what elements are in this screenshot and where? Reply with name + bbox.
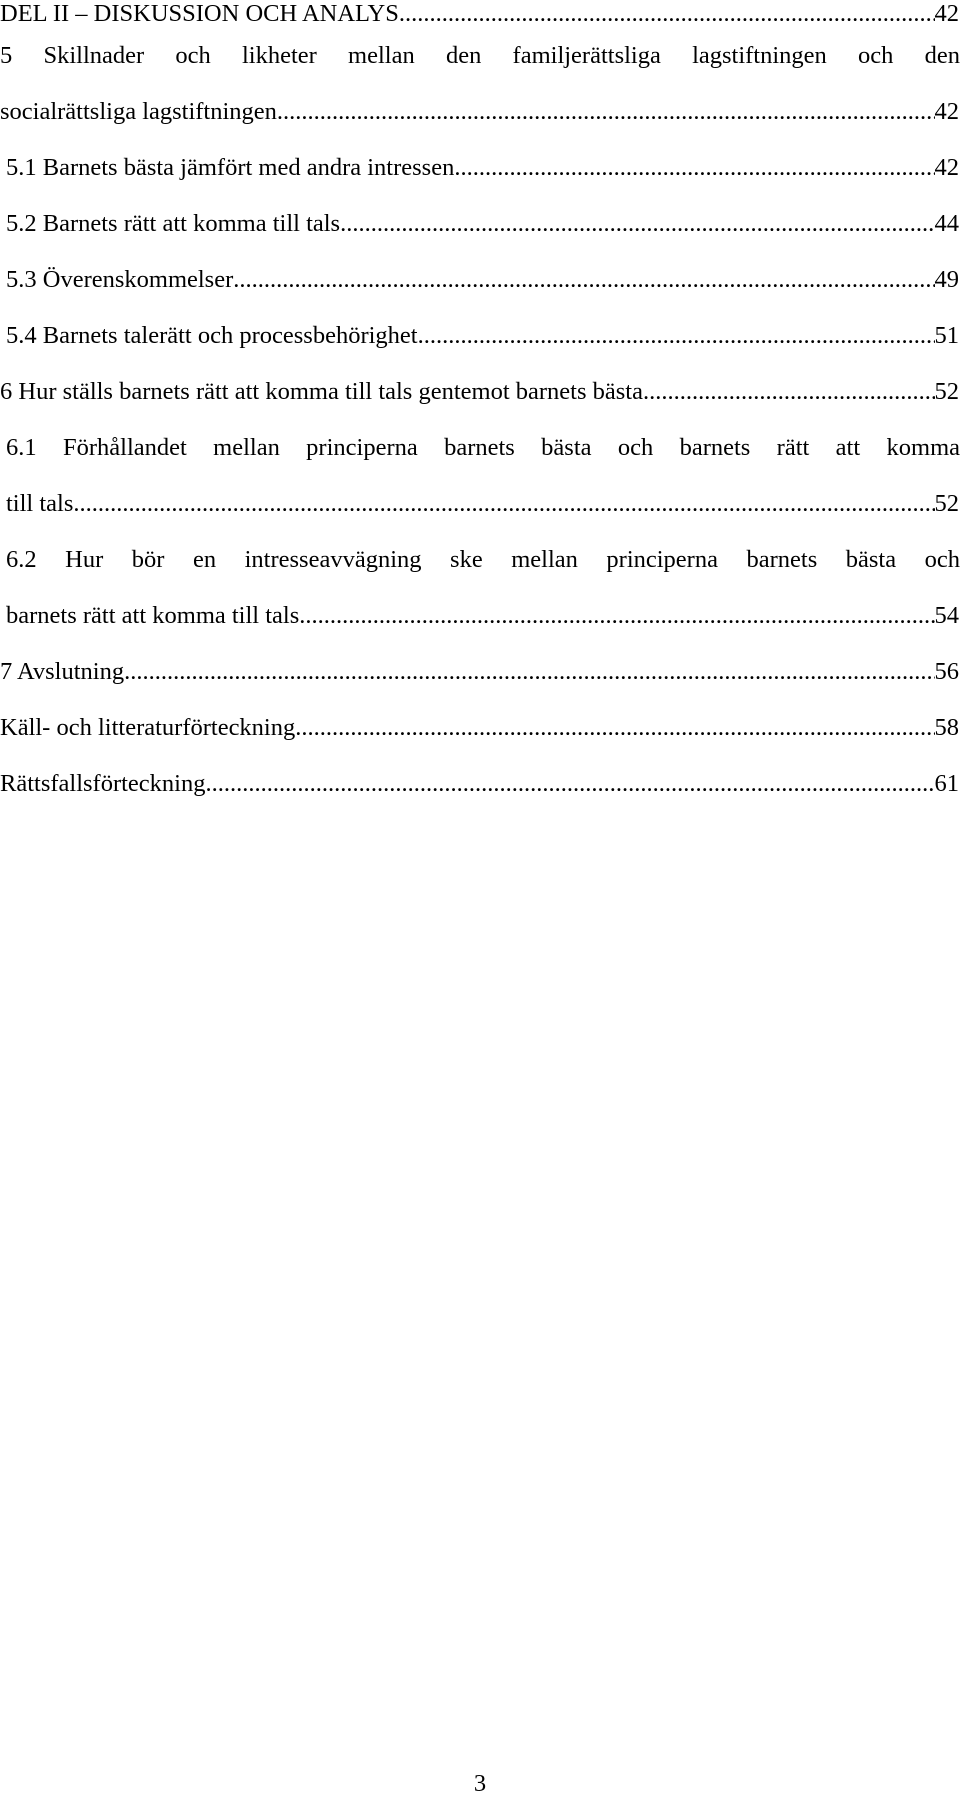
toc-entry-title: 6 Hur ställs barnets rätt att komma till tals gentemot barnets bästa — [0, 378, 643, 405]
toc-entry-page: 42 — [934, 0, 959, 27]
toc-entry-title: 6.2 Hur bör en intresseavvägning ske mellan principerna barnets bästa och — [6, 546, 960, 573]
toc-leader-dots — [399, 0, 935, 36]
toc-leader-dots — [205, 762, 934, 806]
toc-entry-6-1-line2[interactable] — [6, 482, 960, 526]
toc-leader-dots — [299, 594, 934, 638]
toc-entry-kall-och-litteratur[interactable] — [0, 706, 960, 750]
toc-leader-dots — [418, 314, 935, 358]
toc-entry-page: 42 — [934, 98, 959, 125]
toc-entry-title: Käll- och litteraturförteckning — [0, 714, 296, 741]
toc-entry-5-2[interactable] — [6, 202, 960, 246]
toc-entry-6[interactable] — [0, 370, 960, 414]
toc-entry-6-1-line1[interactable] — [6, 426, 960, 470]
toc-entry-5-line2[interactable] — [0, 90, 960, 134]
toc-entry-title: 6.1 Förhållandet mellan principerna barnets bästa och barnets rätt att komma — [6, 434, 960, 461]
toc-entry-page: 42 — [934, 154, 959, 181]
toc-entry-page: 56 — [934, 658, 959, 685]
toc-leader-dots — [643, 370, 935, 414]
toc-entry-title: 5.1 Barnets bästa jämfört med andra intressen — [6, 154, 455, 181]
toc-entry-title: till tals — [6, 490, 74, 517]
toc-entry-page: 52 — [934, 490, 959, 517]
toc-leader-dots — [233, 258, 934, 302]
toc-entry-6-2-line2[interactable] — [6, 594, 960, 638]
toc-entry-title: barnets rätt att komma till tals — [6, 602, 300, 629]
toc-entry-7[interactable] — [0, 650, 960, 694]
toc-entry-5-3[interactable] — [6, 258, 960, 302]
toc-entry-page: 54 — [934, 602, 959, 629]
toc-leader-dots — [295, 706, 934, 750]
toc-entry-page: 52 — [934, 378, 959, 405]
page-number: 3 — [473, 1770, 487, 1797]
toc-entry-page: 44 — [934, 210, 959, 237]
toc-entry-title: 7 Avslutning — [0, 658, 125, 685]
toc-entry-title: DEL II – DISKUSSION OCH ANALYS — [0, 0, 399, 27]
toc-entry-5-1[interactable] — [6, 146, 960, 190]
toc-leader-dots — [124, 650, 934, 694]
toc-entry-5-4[interactable] — [6, 314, 960, 358]
toc-leader-dots — [454, 146, 934, 190]
toc-entry-6-2-line1[interactable] — [6, 538, 960, 582]
toc-entry-title: 5 Skillnader och likheter mellan den familjerättsliga lagstiftningen och den — [0, 42, 960, 69]
toc-entry-page: 51 — [934, 322, 959, 349]
toc-entry-rattsfall[interactable] — [0, 762, 960, 806]
toc-entry-title: 5.4 Barnets talerätt och processbehörighet — [6, 322, 418, 349]
toc-entry-title: 5.2 Barnets rätt att komma till tals — [6, 210, 341, 237]
toc-entry-page: 58 — [934, 714, 959, 741]
toc-leader-dots — [73, 482, 934, 526]
toc-entry-page: 49 — [934, 266, 959, 293]
toc-leader-dots — [277, 90, 935, 134]
toc-entry-title: Rättsfallsförteckning — [0, 770, 206, 797]
toc-entry-page: 61 — [934, 770, 959, 797]
toc-entry-del-ii[interactable] — [0, 0, 960, 36]
toc-entry-title: socialrättsliga lagstiftningen — [0, 98, 277, 125]
toc-entry-5-line1[interactable] — [0, 34, 960, 78]
table-of-contents — [0, 0, 960, 820]
toc-leader-dots — [340, 202, 934, 246]
toc-entry-title: 5.3 Överenskommelser — [6, 266, 234, 293]
